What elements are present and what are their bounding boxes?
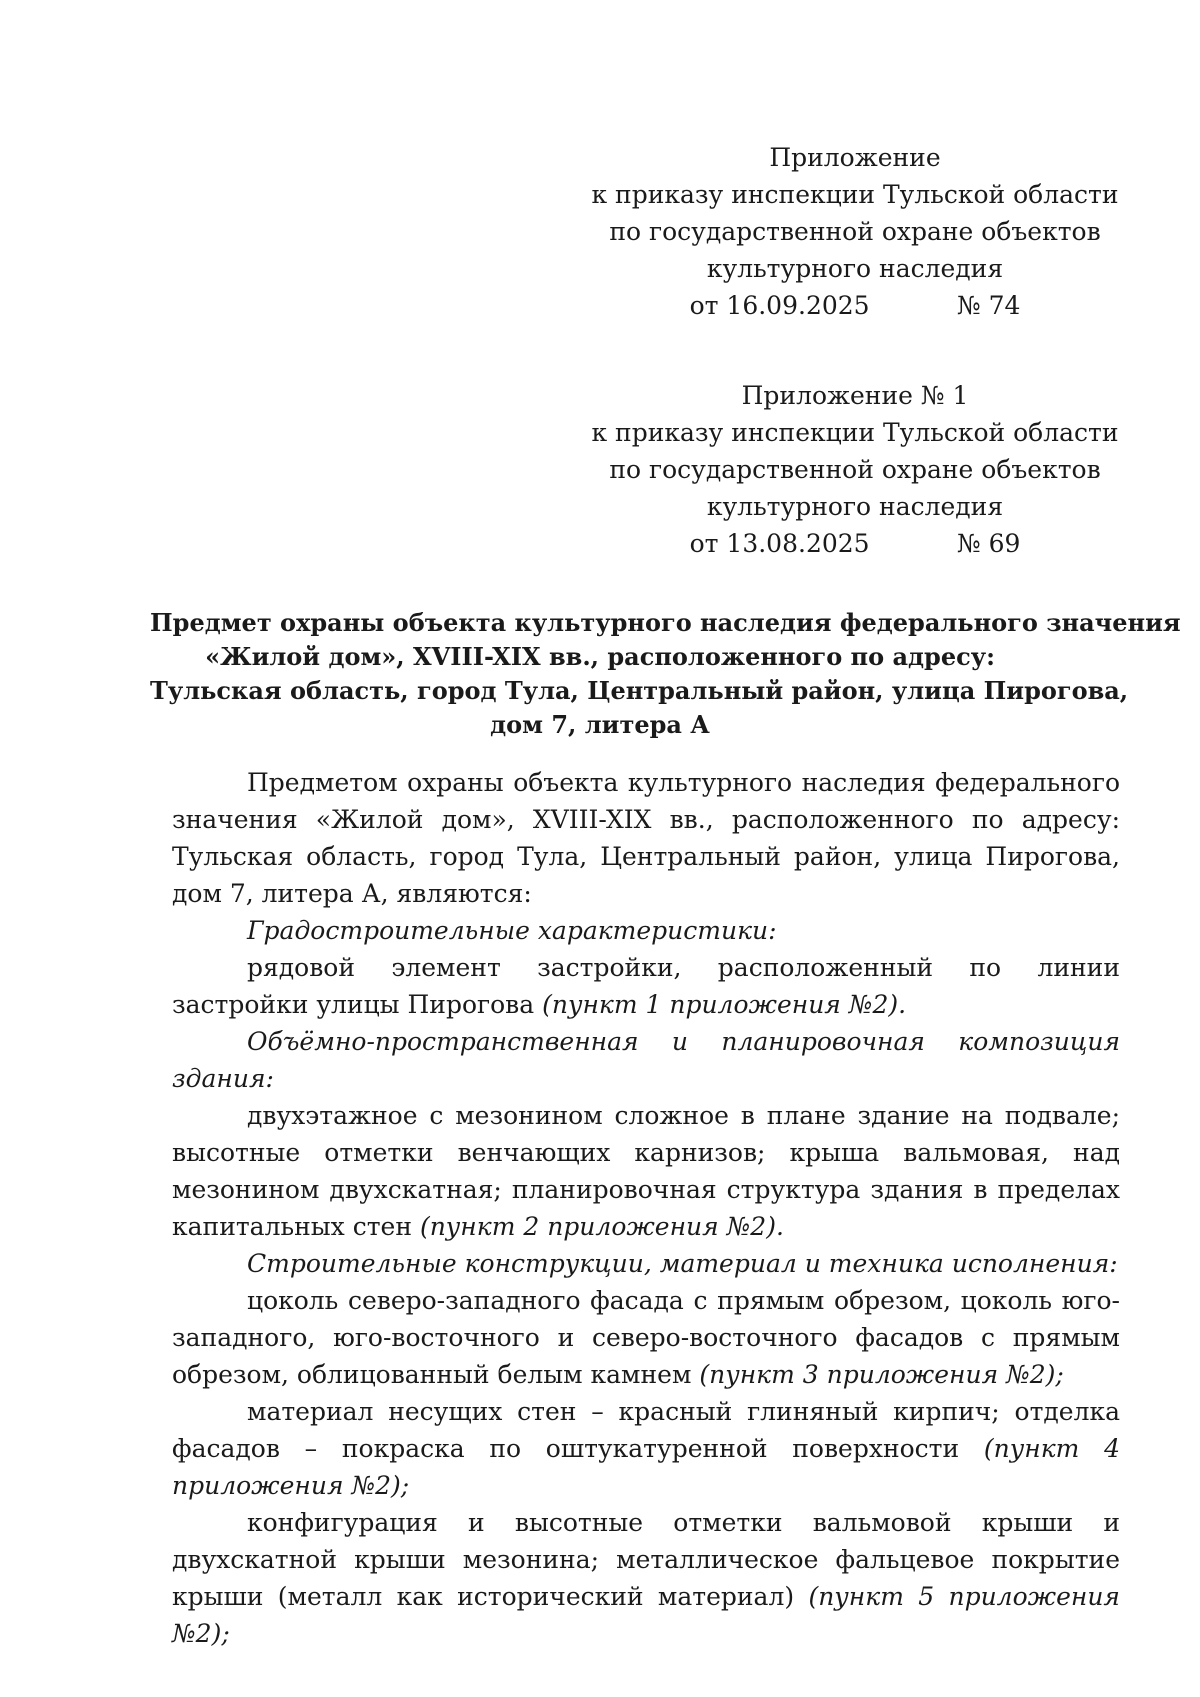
section-item [172,1282,1120,1393]
approval-block-previous [555,377,1155,562]
title-line: Тульская область, город Тула, Центральный район, улица Пирогова, [150,676,1129,705]
section-item [172,1504,1120,1652]
title-line: «Жилой дом», XVIII-XIX вв., расположенного по адресу: [205,642,995,671]
item-text: материал несущих стен – красный глиняный кирпич; отделка фасадов – покраска по оштукатуренной поверхности [172,1397,1120,1463]
document-title [150,606,1181,742]
approval-date-number [555,287,1155,324]
document-body [172,764,1120,1652]
approval-order-line: к приказу инспекции Тульской области [591,418,1119,447]
section-heading-construction: Строительные конструкции, материал и техника исполнения: [247,1249,1118,1278]
approval-date: от 13.08.2025 [689,529,870,558]
approval-heritage-line: культурного наследия [706,254,1004,283]
approval-block-current [555,139,1155,324]
section-heading-urban: Градостроительные характеристики: [247,916,777,945]
item-reference: (пункт 1 приложения №2). [542,990,907,1019]
item-text: двухэтажное с мезонином сложное в плане здание на подвале; высотные отметки венчающих карнизов; крыша вальмовая, над мезонином двухскатная; планировочная структура здания в пределах капитальных стен [172,1101,1120,1241]
approval-date-number [555,525,1155,562]
approval-title: Приложение [769,143,941,172]
section-item [172,949,1120,1023]
approval-heritage-line: культурного наследия [706,492,1004,521]
approval-title: Приложение № 1 [741,381,969,410]
section-item [172,1393,1120,1504]
section-heading-composition: Объёмно-пространственная и планировочная композиция здания: [172,1027,1120,1093]
item-reference: (пункт 2 приложения №2). [419,1212,784,1241]
item-reference: (пункт 4 приложения №2); [172,1434,1120,1500]
section-item [172,1097,1120,1245]
approval-number: № 69 [956,529,1021,558]
item-reference: (пункт 5 приложения №2); [172,1582,1120,1648]
title-line: Предмет охраны объекта культурного наследия федерального значения [150,608,1181,637]
approval-authority-line: по государственной охране объектов [609,455,1101,484]
item-reference: (пункт 3 приложения №2); [699,1360,1064,1389]
item-text: конфигурация и высотные отметки вальмовой крыши и двухскатной крыши мезонина; металлическое фальцевое покрытие крыши (металл как исторический материал) [172,1508,1120,1611]
item-text: цоколь северо-западного фасада с прямым обрезом, цоколь юго-западного, юго-восточного и северо-восточного фасадов с прямым обрезом, облицованный белым камнем [172,1286,1120,1389]
approval-order-line: к приказу инспекции Тульской области [591,180,1119,209]
intro-paragraph: Предметом охраны объекта культурного наследия федерального значения «Жилой дом», XVIII-XIX вв., расположенного по адресу: Тульская область, город Тула, Центральный район, улица Пирогова, дом 7, литера А, являются: [172,768,1120,908]
item-text: рядовой элемент застройки, расположенный по линии застройки улицы Пирогова [172,953,1120,1019]
approval-number: № 74 [956,291,1021,320]
title-line: дом 7, литера А [490,710,710,739]
approval-date: от 16.09.2025 [689,291,870,320]
approval-authority-line: по государственной охране объектов [609,217,1101,246]
